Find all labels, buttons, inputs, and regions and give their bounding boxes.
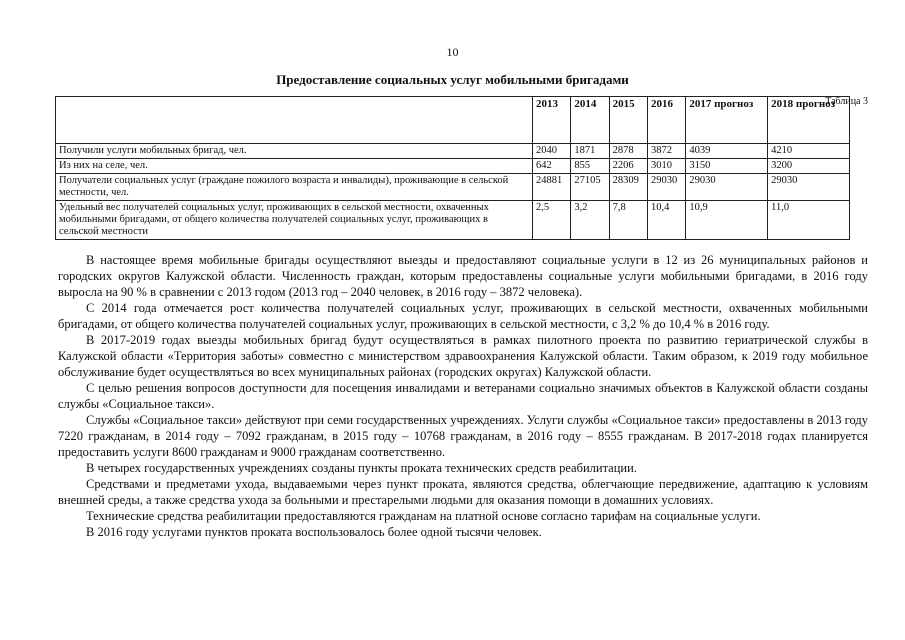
table-cell: 3,2 [571, 201, 609, 240]
table-cell: 855 [571, 159, 609, 174]
table-header-2014: 2014 [571, 97, 609, 144]
mobile-brigades-table [55, 96, 850, 240]
table-cell: 24881 [533, 174, 571, 201]
row-label: Получатели социальных услуг (граждане пожилого возраста и инвалиды), проживающие в сельской местности, чел. [56, 174, 533, 201]
table-header-2017: 2017 прогноз [686, 97, 768, 144]
table-cell: 4039 [686, 144, 768, 159]
table-row [56, 201, 850, 240]
document-title: Предоставление социальных услуг мобильными бригадами [276, 72, 629, 87]
table-header-2013: 2013 [533, 97, 571, 144]
table-label: Таблица 3 [825, 96, 868, 107]
table-header-2015: 2015 [609, 97, 647, 144]
table-cell: 2206 [609, 159, 647, 174]
table-cell: 3150 [686, 159, 768, 174]
table-cell: 29030 [768, 174, 850, 201]
table-cell: 3872 [647, 144, 685, 159]
body-text [58, 252, 868, 540]
table-row [56, 159, 850, 174]
paragraph: Средствами и предметами ухода, выдаваемыми через пункт проката, являются средства, облегчающие передвижение, адаптацию к условиям внешней среды, а также средства ухода за больными и престарелыми людьми для оказания помощи в домашних условиях. [58, 477, 868, 507]
row-label: Удельный вес получателей социальных услуг, проживающих в сельской местности, охваченных мобильными бригадами, от общего количества получателей социальных услуг, проживающих в сельской местности [56, 201, 533, 240]
table-cell: 2040 [533, 144, 571, 159]
table-cell: 7,8 [609, 201, 647, 240]
table-cell: 3200 [768, 159, 850, 174]
row-label: Получили услуги мобильных бригад, чел. [56, 144, 533, 159]
table-cell: 10,4 [647, 201, 685, 240]
table-header-blank [56, 97, 533, 144]
table-header-2016: 2016 [647, 97, 685, 144]
table-cell: 10,9 [686, 201, 768, 240]
paragraph: Службы «Социальное такси» действуют при семи государственных учреждениях. Услуги службы «Социальное такси» предоставлены в 2013 году 7220 гражданам, в 2014 году – 7092 гражданам, в 2015 году – 10768 гражданам, в 2016 году – 8555 гражданам. В 2017-2018 годах планируется предоставить услуги 8600 гражданам и 9000 гражданам соответственно. [58, 413, 868, 459]
table-cell: 11,0 [768, 201, 850, 240]
paragraph: В четырех государственных учреждениях созданы пункты проката технических средств реабилитации. [86, 461, 637, 475]
table-header-2018: 2018 прогноз [768, 97, 850, 144]
paragraph: В 2016 году услугами пунктов проката воспользовалось более одной тысячи человек. [86, 525, 542, 539]
table-cell: 642 [533, 159, 571, 174]
paragraph: В настоящее время мобильные бригады осуществляют выезды и предоставляют социальные услуги в 12 из 26 муниципальных районов и городских округов Калужской области. Численность граждан, которым предоставлены социальные услуги мобильными бригадами, в 2016 году выросла на 90 % в сравнении с 2013 годом (2013 год – 2040 человек, в 2016 году – 3872 человека). [58, 253, 868, 299]
paragraph: Технические средства реабилитации предоставляются гражданам на платной основе согласно тарифам на социальные услуги. [86, 509, 761, 523]
paragraph: В 2017-2019 годах выезды мобильных бригад будут осуществляться в рамках пилотного проекта по развитию гериатрической службы в Калужской области «Территория заботы» совместно с министерством здравоохранения Калужской области. Таким образом, к 2019 году мобильное обслуживание будет осуществляться во всех муниципальных районах (городских округах) Калужской области. [58, 333, 868, 379]
paragraph: С целью решения вопросов доступности для посещения инвалидами и ветеранами социально значимых объектов в Калужской области созданы службы «Социальное такси». [58, 381, 868, 411]
table-cell: 3010 [647, 159, 685, 174]
table-cell: 4210 [768, 144, 850, 159]
table-cell: 2,5 [533, 201, 571, 240]
table-cell: 29030 [686, 174, 768, 201]
table-row [56, 144, 850, 159]
table-cell: 2878 [609, 144, 647, 159]
table-cell: 28309 [609, 174, 647, 201]
table-cell: 27105 [571, 174, 609, 201]
table-row [56, 174, 850, 201]
row-label: Из них на селе, чел. [56, 159, 533, 174]
paragraph: С 2014 года отмечается рост количества получателей социальных услуг, проживающих в сельской местности, охваченных мобильными бригадами, от общего количества получателей социальных услуг, проживающих в сельской местности, с 3,2 % до 10,4 % в 2016 году. [58, 301, 868, 331]
page-number: 10 [446, 45, 459, 59]
table-header-row [56, 97, 850, 144]
table-cell: 29030 [647, 174, 685, 201]
table-cell: 1871 [571, 144, 609, 159]
